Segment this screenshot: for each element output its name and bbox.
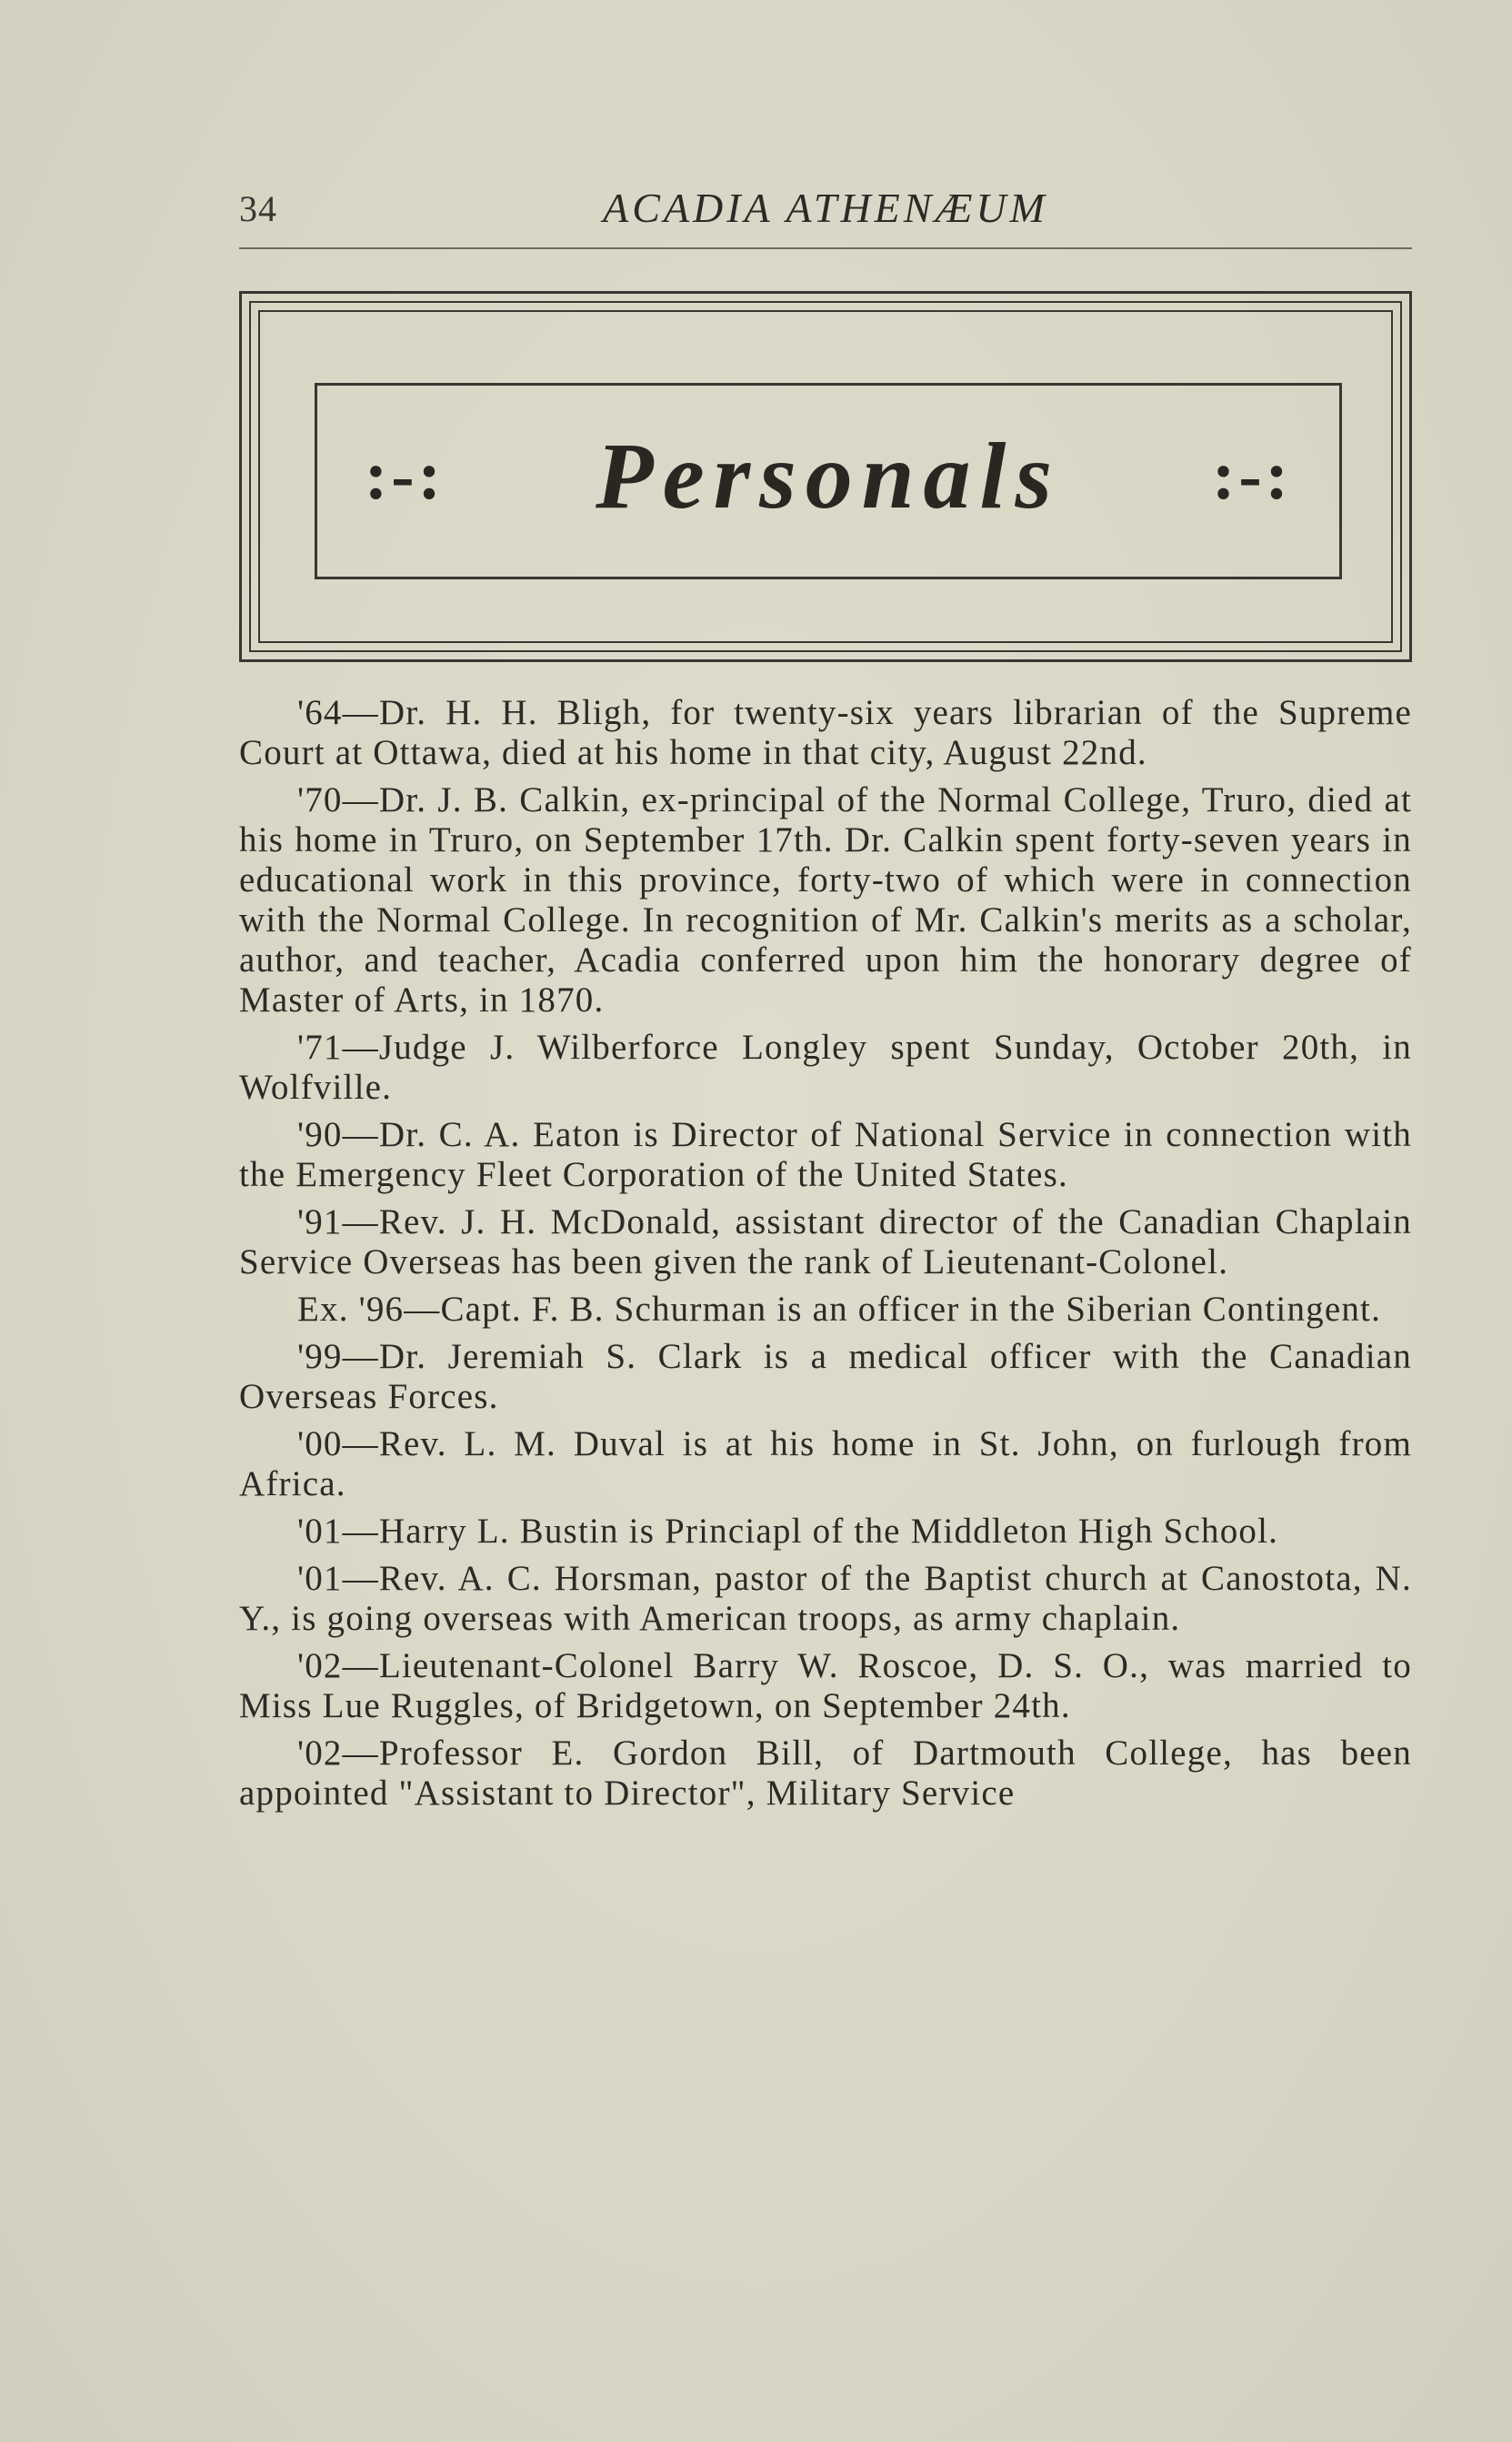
section-title-box [315,383,1342,579]
ornament-right: :-: [1212,437,1292,514]
personal-entry: '02—Lieutenant-Colonel Barry W. Roscoe, D. S. O., was married to Miss Lue Ruggles, of Bridgetown, on September 24th. [239,1646,1412,1725]
running-head: ACADIA ATHENÆUM [603,185,1048,231]
personal-entry: '90—Dr. C. A. Eaton is Director of National Service in connection with the Emergency Fleet Corporation of the United States. [239,1115,1412,1194]
personal-entry: '02—Professor E. Gordon Bill, of Dartmouth College, has been appointed "Assistant to Director", Military Service [239,1734,1412,1813]
personal-entry: '99—Dr. Jeremiah S. Clark is a medical officer with the Canadian Overseas Forces. [239,1337,1412,1416]
personal-entry: '71—Judge J. Wilberforce Longley spent Sunday, October 20th, in Wolfville. [239,1028,1412,1107]
personal-entry: '91—Rev. J. H. McDonald, assistant director of the Canadian Chaplain Service Overseas has been given the rank of Lieutenant-Colonel. [239,1202,1412,1281]
personal-entry: '70—Dr. J. B. Calkin, ex-principal of the Normal College, Truro, died at his home in Truro, on September 17th. Dr. Calkin spent forty-seven years in educational work in this province, forty-two of which were in connection with the Normal College. In recognition of Mr. Calkin's merits as a scholar, author, and teacher, Acadia conferred upon him the honorary degree of Master of Arts, in 1870. [239,780,1412,1020]
personal-entry: '64—Dr. H. H. Bligh, for twenty-six years librarian of the Supreme Court at Ottawa, died at his home in that city, August 22nd. [239,693,1412,772]
ornament-left: :-: [365,437,445,514]
personal-entry: '01—Harry L. Bustin is Princiapl of the Middleton High School. [297,1512,1279,1551]
page-header [239,182,1412,249]
personals-list [239,693,1412,1821]
personal-entry: Ex. '96—Capt. F. B. Schurman is an officer in the Siberian Contingent. [297,1290,1382,1329]
section-title-frame [239,291,1412,662]
section-title: Personals [596,424,1061,528]
page-number: 34 [239,188,277,229]
personal-entry: '00—Rev. L. M. Duval is at his home in St. John, on furlough from Africa. [239,1424,1412,1503]
personal-entry: '01—Rev. A. C. Horsman, pastor of the Baptist church at Canostota, N. Y., is going overseas with American troops, as army chaplain. [239,1559,1412,1638]
